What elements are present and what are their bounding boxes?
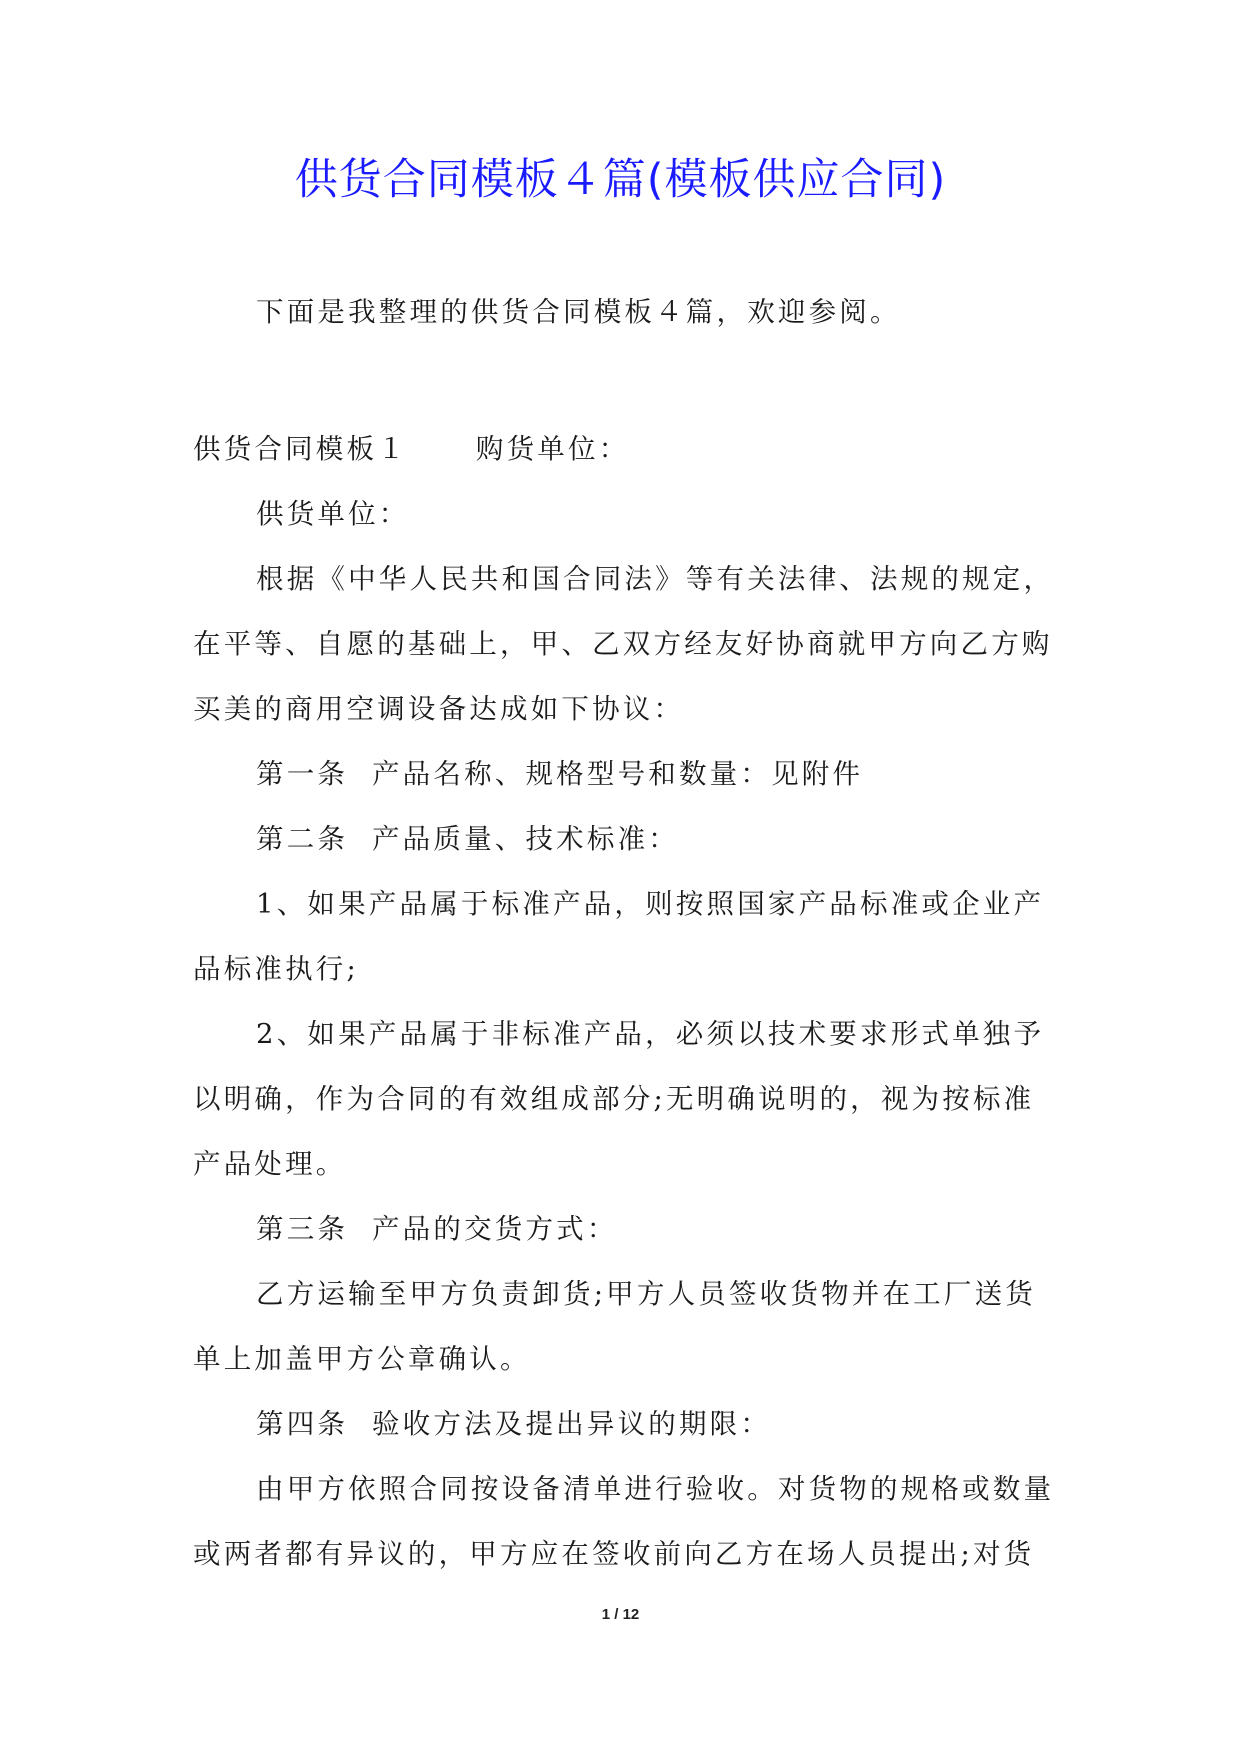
page-indicator: 1 / 12	[601, 1606, 640, 1623]
body-line: 乙方运输至甲方负责卸货;甲方人员签收货物并在工厂送货	[256, 1278, 1036, 1310]
body-line: 品标准执行;	[193, 953, 359, 985]
body-line: 1、如果产品属于标准产品，则按照国家产品标准或企业产	[256, 888, 1045, 920]
section-heading-row	[193, 417, 629, 482]
body-line: 产品处理。	[193, 1148, 347, 1180]
body-line: 由甲方依照合同按设备清单进行验收。对货物的规格或数量	[256, 1473, 1055, 1505]
buyer-label: 购货单位：	[475, 433, 630, 465]
body-line: 或两者都有异议的，甲方应在签收前向乙方在场人员提出;对货	[193, 1538, 1035, 1570]
article-4: 第四条 验收方法及提出异议的期限：	[256, 1408, 772, 1440]
body-line: 根据《中华人民共和国合同法》等有关法律、法规的规定，	[256, 563, 1055, 595]
article-1: 第一条 产品名称、规格型号和数量：见附件	[256, 758, 864, 790]
body-line: 以明确，作为合同的有效组成部分;无明确说明的，视为按标准	[193, 1083, 1035, 1115]
document-title: 供货合同模板４篇(模板供应合同)	[294, 155, 947, 205]
article-2: 第二条 产品质量、技术标准：	[256, 823, 679, 855]
body-line: 在平等、自愿的基础上，甲、乙双方经友好协商就甲方向乙方购	[193, 628, 1053, 660]
intro-paragraph: 下面是我整理的供货合同模板４篇，欢迎参阅。	[256, 296, 901, 328]
body-line: 2、如果产品属于非标准产品，必须以技术要求形式单独予	[256, 1018, 1045, 1050]
supplier-label: 供货单位：	[256, 498, 410, 530]
section-heading: 供货合同模板１	[193, 433, 408, 465]
body-line: 单上加盖甲方公章确认。	[193, 1343, 531, 1375]
body-line: 买美的商用空调设备达成如下协议：	[193, 693, 685, 725]
article-3: 第三条 产品的交货方式：	[256, 1213, 618, 1245]
